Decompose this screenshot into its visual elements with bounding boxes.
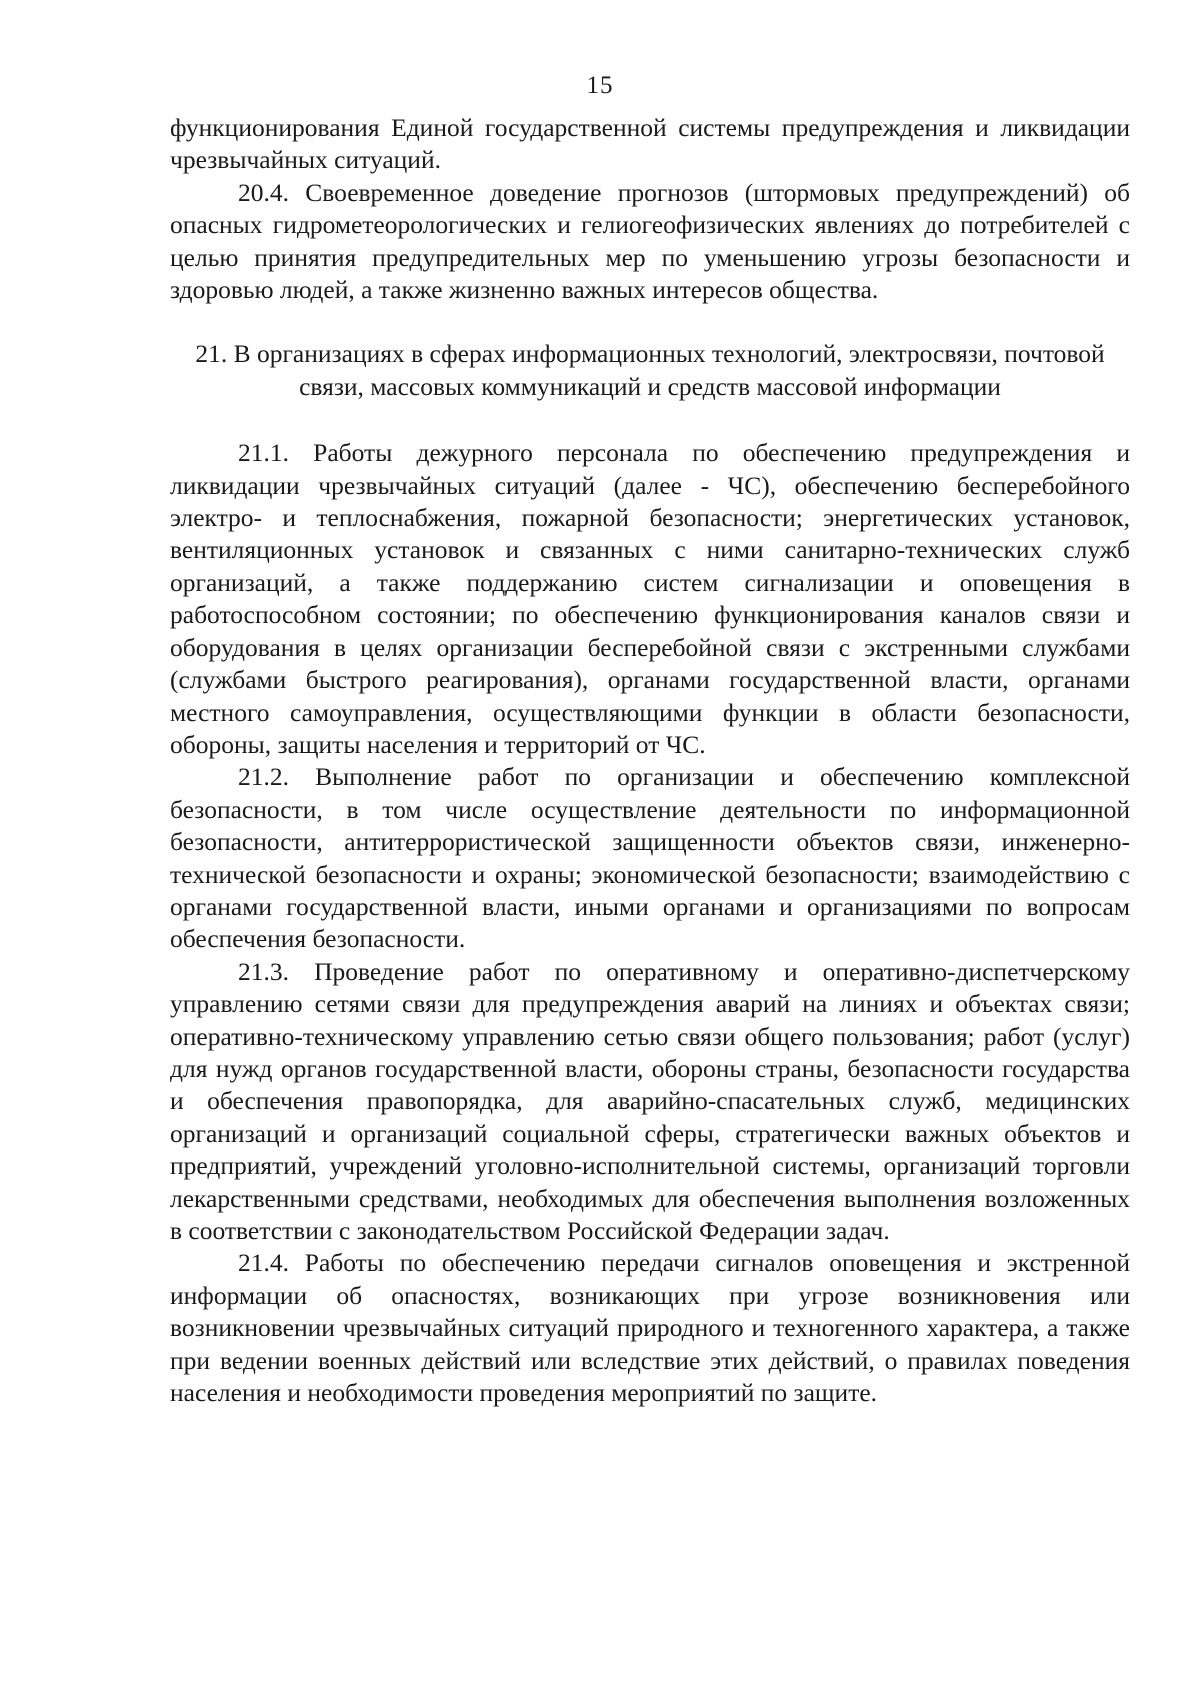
paragraph-20-4: 20.4. Своевременное доведение прогнозов (штормовых предупреждений) об опасных гидрометеорологических и гелиогеофизических явлениях до потребителей с целью принятия предупредительных мер по уменьшению угрозы безопасности и здоровью людей, а также жизненно важных интересов общества. (170, 177, 1130, 305)
paragraph-21-3: 21.3. Проведение работ по оперативному и оперативно-диспетчерскому управлению сетями связи для предупреждения аварий на линиях и объектах связи; оперативно-техническому управлению сетью связи общего пользования; работ (услуг) для нужд органов государственной власти, обороны страны, безопасности государства и обеспечения правопорядка, для аварийно-спасательных служб, медицинских организаций и организаций социальной сферы, стратегически важных объектов и предприятий, учреждений уголовно-исполнительной системы, организаций торговли лекарственными средствами, необходимых для обеспечения выполнения возложенных в соответствии с законодательством Российской Федерации задач. (170, 956, 1130, 1245)
page-number: 15 (586, 72, 614, 99)
spacer (170, 306, 1130, 338)
spacer (170, 403, 1130, 437)
paragraph-continuation: функционирования Единой государственной системы предупреждения и ликвидации чрезвычайных ситуаций. (170, 113, 1130, 175)
paragraph-21-1: 21.1. Работы дежурного персонала по обеспечению предупреждения и ликвидации чрезвычайных ситуаций (далее - ЧС), обеспечению бесперебойного электро- и теплоснабжения, пожарной безопасности; энергетических установок, вентиляционных установок и связанных с ними санитарно-технических служб организаций, а также поддержанию систем сигнализации и оповещения в работоспособном состоянии; по обеспечению функционирования каналов связи и оборудования в целях организации бесперебойной связи с экстренными службами (службами быстрого реагирования), органами государственной власти, органами местного самоуправления, осуществляющими функции в области безопасности, обороны, защиты населения и территорий от ЧС. (170, 438, 1130, 759)
paragraph-21-4: 21.4. Работы по обеспечению передачи сигналов оповещения и экстренной информации об опасностях, возникающих при угрозе возникновения или возникновении чрезвычайных ситуаций природного и техногенного характера, а также при ведении военных действий или вследствие этих действий, о правилах поведения населения и необходимости проведения мероприятий по защите. (170, 1248, 1130, 1408)
paragraph-21-2: 21.2. Выполнение работ по организации и обеспечению комплексной безопасности, в том числе осуществление деятельности по информационной безопасности, антитеррористической защищенности объектов связи, инженерно-технической безопасности и охраны; экономической безопасности; взаимодействию с органами государственной власти, иными органами и организациями по вопросам обеспечения безопасности. (170, 762, 1130, 954)
section-heading-21: 21. В организациях в сферах информационных технологий, электросвязи, почтовой связи, массовых коммуникаций и средств массовой информации (195, 339, 1105, 401)
document-body (170, 112, 1130, 1409)
